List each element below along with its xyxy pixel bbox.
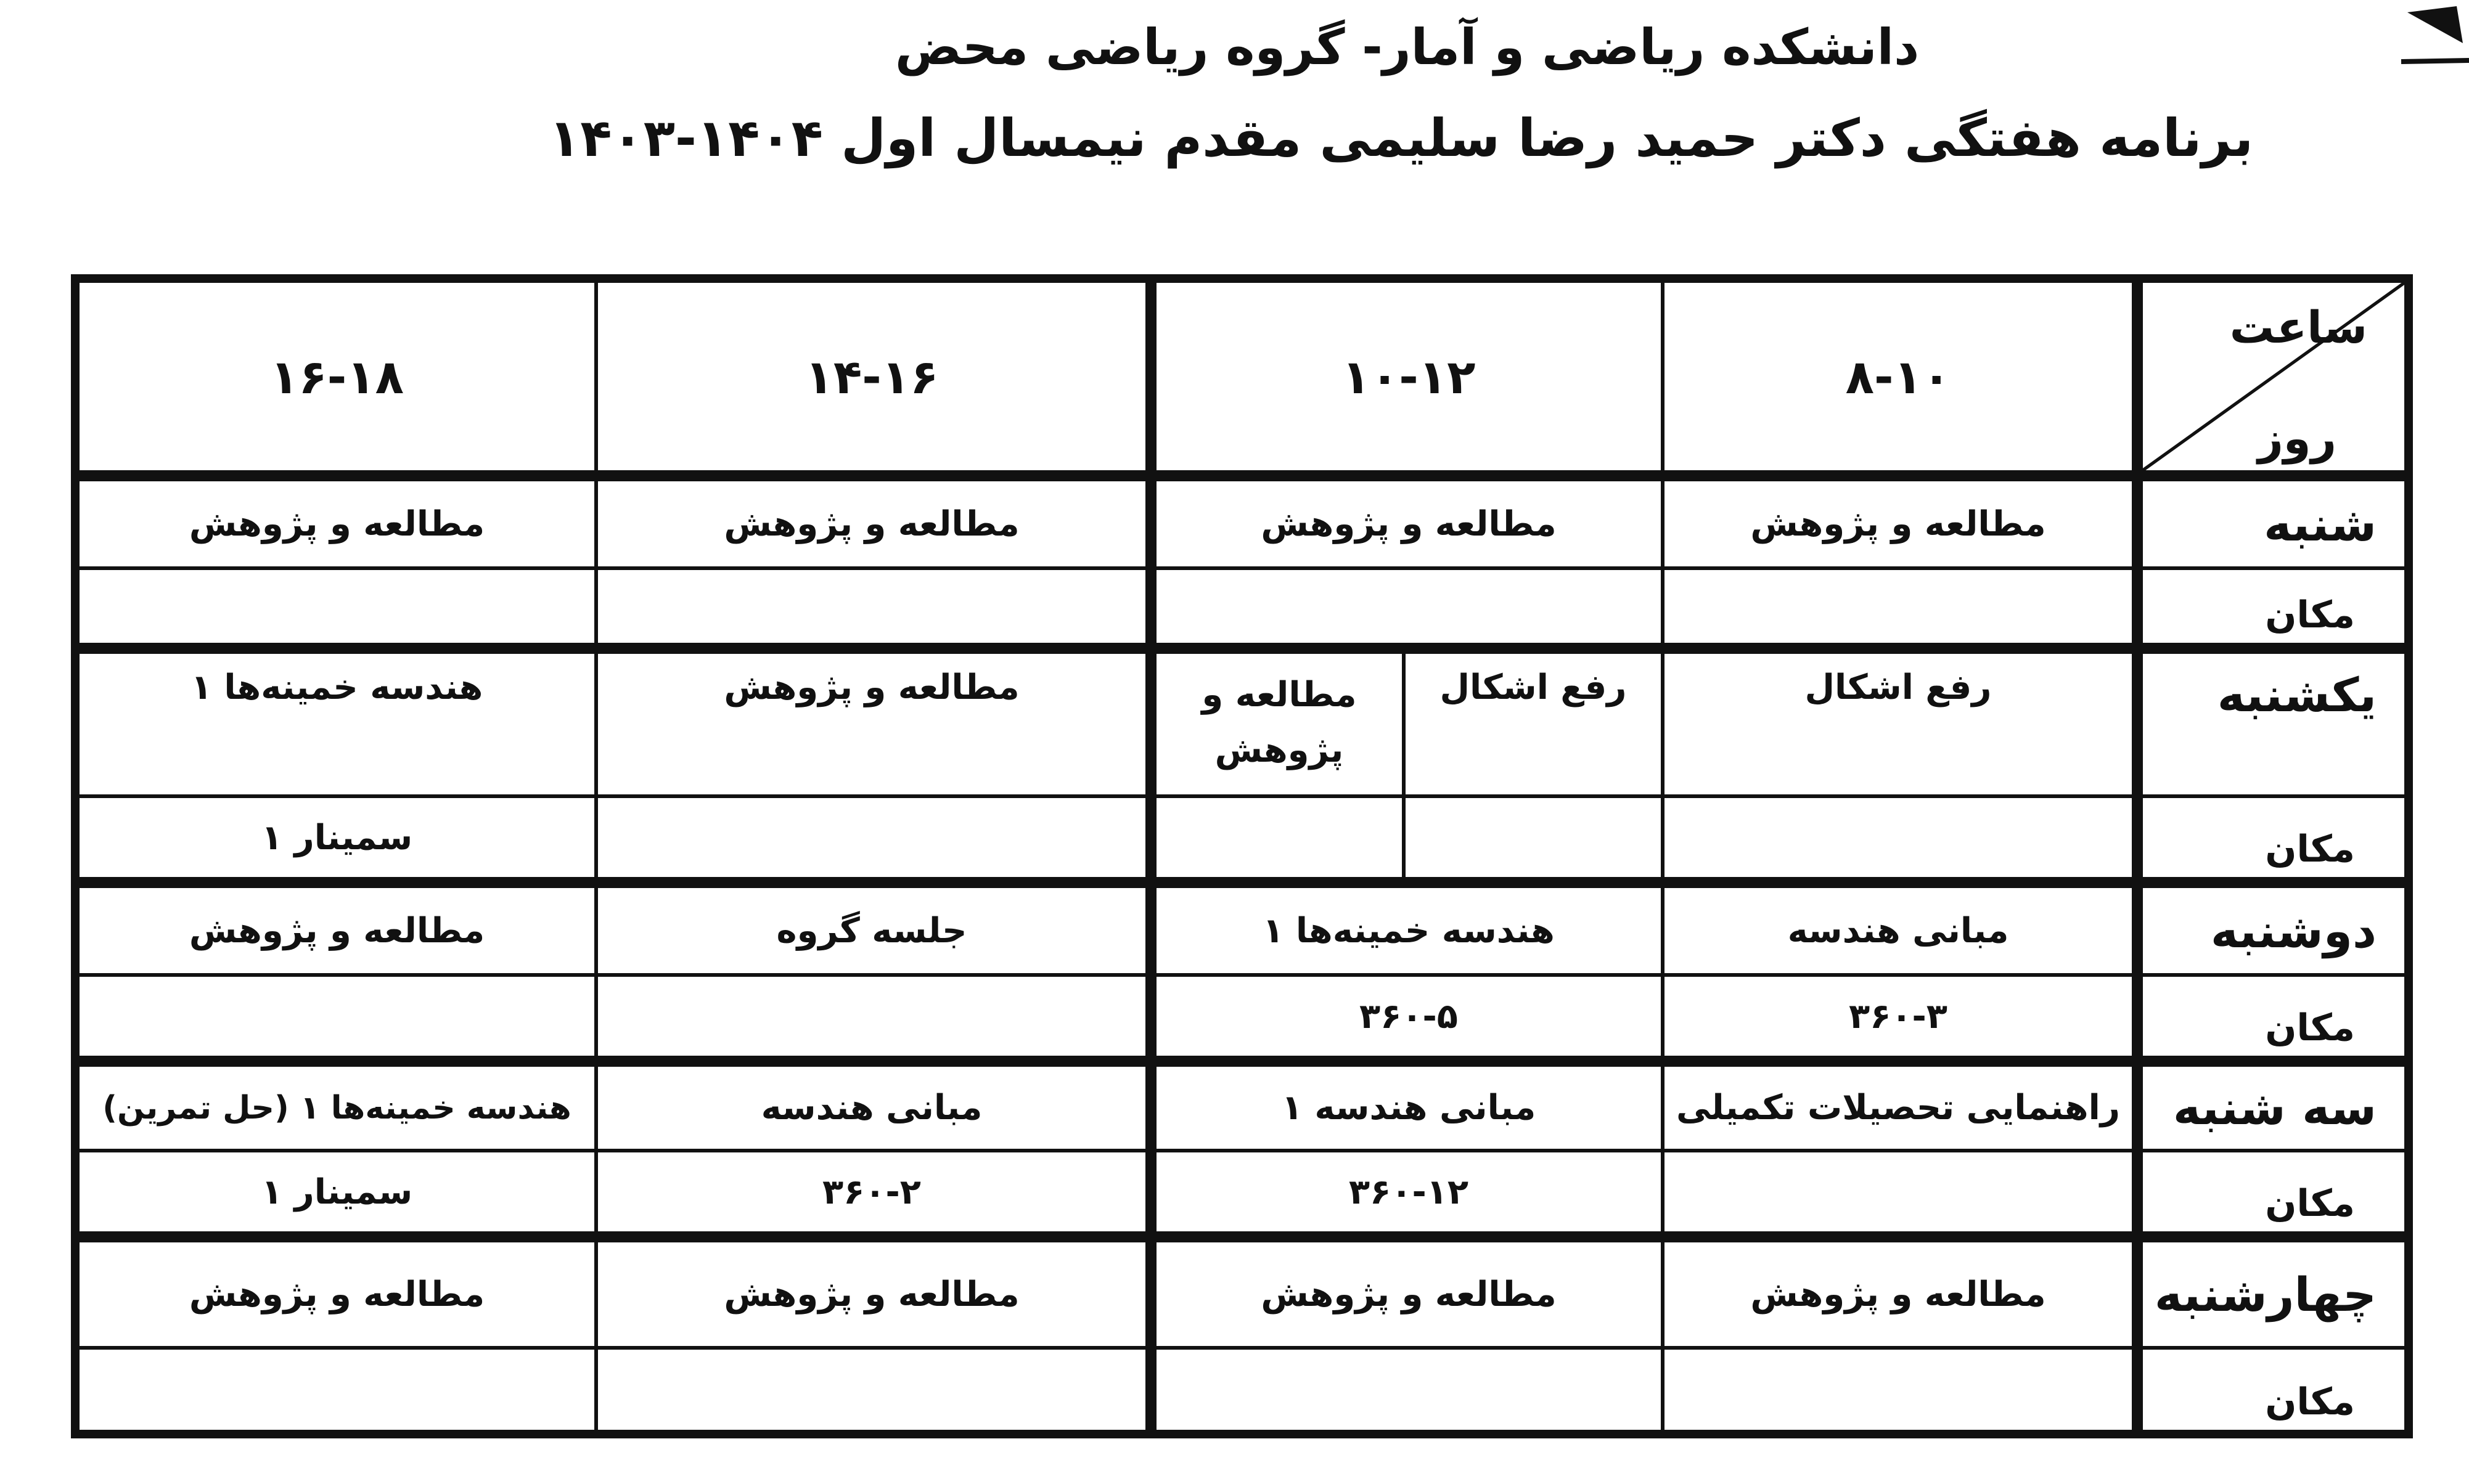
location-cell bbox=[1663, 568, 2137, 648]
schedule-cell: مطالعه و پژوهش bbox=[1151, 1237, 1663, 1348]
location-cell bbox=[1404, 796, 1663, 883]
schedule-cell: جلسه گروه bbox=[596, 883, 1151, 975]
location-row bbox=[75, 1151, 2409, 1237]
location-row bbox=[75, 1348, 2409, 1434]
schedule-cell: هندسه خمینه‌ها ۱ (حل تمرین) bbox=[75, 1061, 596, 1151]
location-label: مکان bbox=[2137, 1348, 2409, 1434]
schedule-cell: مطالعه و پژوهش bbox=[596, 648, 1151, 796]
schedule-cell: مطالعه و پژوهش bbox=[75, 883, 596, 975]
weekly-schedule-table bbox=[71, 274, 2413, 1438]
schedule-cell: مبانی هندسه bbox=[1663, 883, 2137, 975]
location-cell bbox=[1151, 568, 1663, 648]
schedule-cell: مطالعه و پژوهش bbox=[1663, 476, 2137, 568]
schedule-cell: راهنمایی تحصیلات تکمیلی bbox=[1663, 1061, 2137, 1151]
location-cell bbox=[1151, 1348, 1663, 1434]
location-cell: ۳۶۰-۲ bbox=[596, 1151, 1151, 1237]
schedule-cell: مطالعه و پژوهش bbox=[75, 476, 596, 568]
day-row bbox=[75, 648, 2409, 796]
location-row bbox=[75, 796, 2409, 883]
location-cell: ۳۶۰-۳ bbox=[1663, 975, 2137, 1061]
schedule-cell: هندسه خمینه‌ها ۱ bbox=[75, 648, 596, 796]
location-cell bbox=[75, 568, 596, 648]
location-cell bbox=[596, 796, 1151, 883]
location-cell: سمینار ۱ bbox=[75, 1151, 596, 1237]
day-name: شنبه bbox=[2137, 476, 2409, 568]
location-cell bbox=[596, 1348, 1151, 1434]
schedule-cell: مبانی هندسه ۱ bbox=[1151, 1061, 1663, 1151]
time-header: ۱۴-۱۶ bbox=[596, 279, 1151, 476]
corner-cell bbox=[2137, 279, 2409, 476]
schedule-cell: مبانی هندسه bbox=[596, 1061, 1151, 1151]
location-cell bbox=[596, 975, 1151, 1061]
corner-time-label: ساعت bbox=[2229, 301, 2367, 353]
location-label: مکان bbox=[2137, 1151, 2409, 1237]
schedule-cell: مطالعه و پژوهش bbox=[1151, 648, 1404, 796]
location-label: مکان bbox=[2137, 975, 2409, 1061]
location-cell bbox=[596, 568, 1151, 648]
location-label: مکان bbox=[2137, 796, 2409, 883]
day-row bbox=[75, 1237, 2409, 1348]
location-cell: سمینار ۱ bbox=[75, 796, 596, 883]
day-row bbox=[75, 1061, 2409, 1151]
location-cell bbox=[1151, 796, 1404, 883]
day-name: سه شنبه bbox=[2137, 1061, 2409, 1151]
header-row bbox=[75, 279, 2409, 476]
location-cell: ۳۶۰-۱۲ bbox=[1151, 1151, 1663, 1237]
location-row bbox=[75, 568, 2409, 648]
schedule-cell: رفع اشکال bbox=[1663, 648, 2137, 796]
day-row bbox=[75, 476, 2409, 568]
location-row bbox=[75, 975, 2409, 1061]
schedule-cell: مطالعه و پژوهش bbox=[75, 1237, 596, 1348]
schedule-cell: مطالعه و پژوهش bbox=[1151, 476, 1663, 568]
faculty-title: دانشکده ریاضی و آمار- گروه ریاضی محض bbox=[895, 18, 1920, 76]
schedule-title: برنامه هفتگی دکتر حمید رضا سلیمی مقدم نیمسال اول ۱۴۰۴-۱۴۰۳ bbox=[548, 108, 2254, 168]
schedule-cell: مطالعه و پژوهش bbox=[596, 476, 1151, 568]
day-name: دوشنبه bbox=[2137, 883, 2409, 975]
schedule-cell: رفع اشکال bbox=[1404, 648, 1663, 796]
time-header: ۱۶-۱۸ bbox=[75, 279, 596, 476]
location-cell bbox=[1663, 1348, 2137, 1434]
location-cell: ۳۶۰-۵ bbox=[1151, 975, 1663, 1061]
location-cell bbox=[1663, 796, 2137, 883]
corner-day-label: روز bbox=[2258, 412, 2336, 464]
schedule-cell: مطالعه و پژوهش bbox=[596, 1237, 1151, 1348]
day-name: چهارشنبه bbox=[2137, 1237, 2409, 1348]
time-header: ۸-۱۰ bbox=[1663, 279, 2137, 476]
day-row bbox=[75, 883, 2409, 975]
day-name: یکشنبه bbox=[2137, 648, 2409, 796]
location-cell bbox=[75, 1348, 596, 1434]
schedule-cell: هندسه خمینه‌ها ۱ bbox=[1151, 883, 1663, 975]
schedule-cell: مطالعه و پژوهش bbox=[1663, 1237, 2137, 1348]
location-cell bbox=[1663, 1151, 2137, 1237]
location-label: مکان bbox=[2137, 568, 2409, 648]
location-cell bbox=[75, 975, 596, 1061]
time-header: ۱۰-۱۲ bbox=[1151, 279, 1663, 476]
